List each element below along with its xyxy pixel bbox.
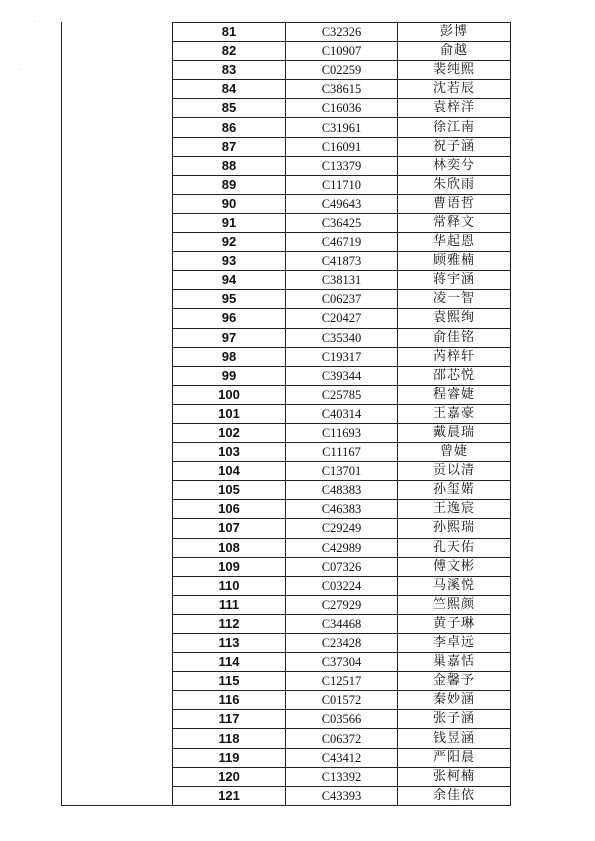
row-number-cell: 101 xyxy=(173,404,286,423)
student-name-cell: 沈若辰 xyxy=(398,80,511,99)
student-code-cell: C29249 xyxy=(286,519,398,538)
table-row xyxy=(173,538,511,557)
table-row xyxy=(173,576,511,595)
merged-left-column xyxy=(61,22,173,806)
row-number-cell: 121 xyxy=(173,786,286,805)
row-number-cell: 99 xyxy=(173,366,286,385)
student-name-cell: 巢嘉恬 xyxy=(398,653,511,672)
row-number-cell: 104 xyxy=(173,462,286,481)
table-row xyxy=(173,366,511,385)
row-number-cell: 83 xyxy=(173,61,286,80)
table-row xyxy=(173,194,511,213)
table-row xyxy=(173,271,511,290)
student-name-cell: 戴晨瑞 xyxy=(398,423,511,442)
roster-table xyxy=(172,22,511,806)
student-code-cell: C11710 xyxy=(286,175,398,194)
row-number-cell: 113 xyxy=(173,634,286,653)
row-number-cell: 93 xyxy=(173,252,286,271)
table-row xyxy=(173,328,511,347)
table-row xyxy=(173,672,511,691)
roster-table-body xyxy=(173,23,511,806)
table-row xyxy=(173,557,511,576)
row-number-cell: 112 xyxy=(173,614,286,633)
table-row xyxy=(173,233,511,252)
table-row xyxy=(173,137,511,156)
student-code-cell: C01572 xyxy=(286,691,398,710)
student-code-cell: C49643 xyxy=(286,194,398,213)
student-code-cell: C38615 xyxy=(286,80,398,99)
table-row xyxy=(173,653,511,672)
table-row xyxy=(173,347,511,366)
student-name-cell: 顾雅楠 xyxy=(398,252,511,271)
student-code-cell: C13392 xyxy=(286,767,398,786)
student-code-cell: C35340 xyxy=(286,328,398,347)
student-name-cell: 徐江南 xyxy=(398,118,511,137)
student-code-cell: C06372 xyxy=(286,729,398,748)
student-code-cell: C11167 xyxy=(286,443,398,462)
row-number-cell: 87 xyxy=(173,137,286,156)
student-code-cell: C06237 xyxy=(286,290,398,309)
row-number-cell: 96 xyxy=(173,309,286,328)
student-name-cell: 余佳依 xyxy=(398,786,511,805)
table-row xyxy=(173,748,511,767)
student-code-cell: C13701 xyxy=(286,462,398,481)
row-number-cell: 86 xyxy=(173,118,286,137)
table-row xyxy=(173,156,511,175)
student-name-cell: 袁梓洋 xyxy=(398,99,511,118)
table-row xyxy=(173,404,511,423)
row-number-cell: 81 xyxy=(173,23,286,42)
student-code-cell: C07326 xyxy=(286,557,398,576)
row-number-cell: 97 xyxy=(173,328,286,347)
student-code-cell: C10907 xyxy=(286,42,398,61)
table-row xyxy=(173,462,511,481)
student-name-cell: 王逸宸 xyxy=(398,500,511,519)
row-number-cell: 108 xyxy=(173,538,286,557)
table-row xyxy=(173,786,511,805)
student-name-cell: 黄子琳 xyxy=(398,614,511,633)
row-number-cell: 92 xyxy=(173,233,286,252)
row-number-cell: 102 xyxy=(173,423,286,442)
student-code-cell: C38131 xyxy=(286,271,398,290)
row-number-cell: 106 xyxy=(173,500,286,519)
table-row xyxy=(173,175,511,194)
student-code-cell: C39344 xyxy=(286,366,398,385)
row-number-cell: 84 xyxy=(173,80,286,99)
student-name-cell: 朱欣雨 xyxy=(398,175,511,194)
student-name-cell: 邵芯悦 xyxy=(398,366,511,385)
table-row xyxy=(173,385,511,404)
student-code-cell: C02259 xyxy=(286,61,398,80)
student-code-cell: C19317 xyxy=(286,347,398,366)
student-name-cell: 孔天佑 xyxy=(398,538,511,557)
student-name-cell: 钱昱涵 xyxy=(398,729,511,748)
student-name-cell: 曹语哲 xyxy=(398,194,511,213)
table-row xyxy=(173,309,511,328)
row-number-cell: 82 xyxy=(173,42,286,61)
student-code-cell: C11693 xyxy=(286,423,398,442)
table-row xyxy=(173,481,511,500)
student-name-cell: 孙熙瑞 xyxy=(398,519,511,538)
row-number-cell: 89 xyxy=(173,175,286,194)
student-name-cell: 秦妙涵 xyxy=(398,691,511,710)
student-code-cell: C41873 xyxy=(286,252,398,271)
row-number-cell: 85 xyxy=(173,99,286,118)
student-code-cell: C46719 xyxy=(286,233,398,252)
table-row xyxy=(173,767,511,786)
table-row xyxy=(173,252,511,271)
table-row xyxy=(173,595,511,614)
table-row xyxy=(173,118,511,137)
row-number-cell: 115 xyxy=(173,672,286,691)
student-code-cell: C32326 xyxy=(286,23,398,42)
table-row xyxy=(173,423,511,442)
table-row xyxy=(173,23,511,42)
student-name-cell: 华起恩 xyxy=(398,233,511,252)
student-name-cell: 程睿婕 xyxy=(398,385,511,404)
scan-speck: · xyxy=(19,66,22,74)
student-code-cell: C03224 xyxy=(286,576,398,595)
table-row xyxy=(173,80,511,99)
row-number-cell: 109 xyxy=(173,557,286,576)
row-number-cell: 120 xyxy=(173,767,286,786)
student-code-cell: C46383 xyxy=(286,500,398,519)
row-number-cell: 107 xyxy=(173,519,286,538)
student-name-cell: 彭博 xyxy=(398,23,511,42)
table-row xyxy=(173,42,511,61)
student-name-cell: 严阳晨 xyxy=(398,748,511,767)
student-name-cell: 林奕兮 xyxy=(398,156,511,175)
table-row xyxy=(173,634,511,653)
student-name-cell: 曾婕 xyxy=(398,443,511,462)
row-number-cell: 119 xyxy=(173,748,286,767)
row-number-cell: 98 xyxy=(173,347,286,366)
row-number-cell: 100 xyxy=(173,385,286,404)
student-code-cell: C36425 xyxy=(286,213,398,232)
student-code-cell: C40314 xyxy=(286,404,398,423)
student-code-cell: C43393 xyxy=(286,786,398,805)
row-number-cell: 88 xyxy=(173,156,286,175)
student-code-cell: C23428 xyxy=(286,634,398,653)
table-row xyxy=(173,443,511,462)
table-row xyxy=(173,500,511,519)
student-name-cell: 金馨予 xyxy=(398,672,511,691)
row-number-cell: 118 xyxy=(173,729,286,748)
student-name-cell: 傅文彬 xyxy=(398,557,511,576)
student-code-cell: C34468 xyxy=(286,614,398,633)
row-number-cell: 116 xyxy=(173,691,286,710)
student-name-cell: 蒋宇涵 xyxy=(398,271,511,290)
row-number-cell: 114 xyxy=(173,653,286,672)
table-row xyxy=(173,99,511,118)
row-number-cell: 90 xyxy=(173,194,286,213)
student-name-cell: 孙玺婼 xyxy=(398,481,511,500)
row-number-cell: 105 xyxy=(173,481,286,500)
row-number-cell: 91 xyxy=(173,213,286,232)
student-name-cell: 贡以清 xyxy=(398,462,511,481)
student-code-cell: C27929 xyxy=(286,595,398,614)
student-name-cell: 凌一智 xyxy=(398,290,511,309)
row-number-cell: 94 xyxy=(173,271,286,290)
student-name-cell: 常释文 xyxy=(398,213,511,232)
table-row xyxy=(173,61,511,80)
student-code-cell: C42989 xyxy=(286,538,398,557)
table-row xyxy=(173,729,511,748)
table-row xyxy=(173,213,511,232)
table-row xyxy=(173,614,511,633)
row-number-cell: 103 xyxy=(173,443,286,462)
student-name-cell: 竺熙颜 xyxy=(398,595,511,614)
student-code-cell: C25785 xyxy=(286,385,398,404)
student-code-cell: C13379 xyxy=(286,156,398,175)
table-row xyxy=(173,290,511,309)
student-code-cell: C43412 xyxy=(286,748,398,767)
row-number-cell: 117 xyxy=(173,710,286,729)
student-name-cell: 芮梓轩 xyxy=(398,347,511,366)
student-name-cell: 马溪悦 xyxy=(398,576,511,595)
scan-speck: ◦ xyxy=(33,18,38,26)
row-number-cell: 110 xyxy=(173,576,286,595)
student-name-cell: 李卓远 xyxy=(398,634,511,653)
student-code-cell: C48383 xyxy=(286,481,398,500)
student-name-cell: 祝子涵 xyxy=(398,137,511,156)
student-name-cell: 王嘉豪 xyxy=(398,404,511,423)
table-row xyxy=(173,519,511,538)
table-row xyxy=(173,710,511,729)
student-name-cell: 张柯楠 xyxy=(398,767,511,786)
student-code-cell: C31961 xyxy=(286,118,398,137)
student-name-cell: 俞佳铭 xyxy=(398,328,511,347)
student-code-cell: C03566 xyxy=(286,710,398,729)
table-row xyxy=(173,691,511,710)
row-number-cell: 95 xyxy=(173,290,286,309)
student-name-cell: 张子涵 xyxy=(398,710,511,729)
student-name-cell: 袁熙绚 xyxy=(398,309,511,328)
student-code-cell: C16036 xyxy=(286,99,398,118)
student-code-cell: C16091 xyxy=(286,137,398,156)
student-name-cell: 裴纯熙 xyxy=(398,61,511,80)
row-number-cell: 111 xyxy=(173,595,286,614)
student-code-cell: C37304 xyxy=(286,653,398,672)
student-name-cell: 俞越 xyxy=(398,42,511,61)
student-code-cell: C20427 xyxy=(286,309,398,328)
student-code-cell: C12517 xyxy=(286,672,398,691)
